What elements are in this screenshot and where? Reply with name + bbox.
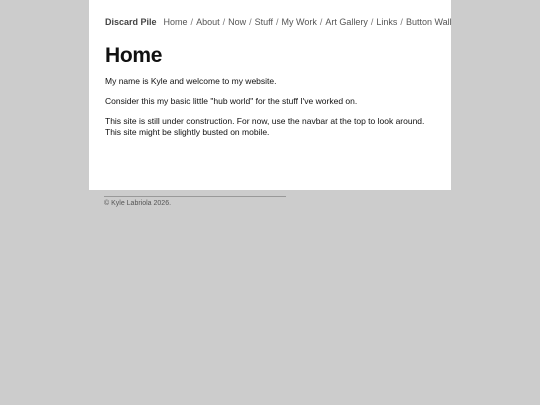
page-title: Home — [105, 44, 163, 67]
nav-link-stuff[interactable]: Stuff — [254, 17, 273, 27]
nav-separator: / — [319, 17, 323, 27]
nav-link-button-wall[interactable]: Button Wall — [405, 17, 452, 27]
page-content — [105, 76, 425, 147]
navbar — [105, 17, 452, 27]
intro-paragraph: My name is Kyle and welcome to my website. — [105, 76, 277, 86]
construction-paragraph: This site is still under construction. For now, use the navbar at the top to look around. This site might be slightly busted on mobile. — [105, 116, 425, 137]
footer — [104, 196, 286, 207]
nav-separator: / — [400, 17, 403, 27]
nav-link-my-work[interactable]: My Work — [281, 17, 317, 27]
nav-separator: / — [276, 17, 279, 27]
hub-paragraph: Consider this my basic little "hub world" for the stuff I've worked on. — [105, 96, 358, 106]
nav-separator: / — [370, 17, 374, 27]
nav-link-about[interactable]: About — [196, 17, 220, 27]
nav-separator: / — [190, 17, 194, 27]
main-panel — [89, 0, 451, 190]
site-brand[interactable]: Discard Pile — [105, 17, 157, 27]
nav-separator: / — [249, 17, 252, 27]
nav-link-links[interactable]: Links — [376, 17, 398, 27]
copyright-text: © Kyle Labriola 2026. — [104, 200, 172, 207]
nav-link-now[interactable]: Now — [228, 17, 247, 27]
nav-link-art-gallery[interactable]: Art Gallery — [325, 17, 368, 27]
nav-link-home[interactable]: Home — [163, 17, 188, 27]
nav-separator: / — [222, 17, 226, 27]
